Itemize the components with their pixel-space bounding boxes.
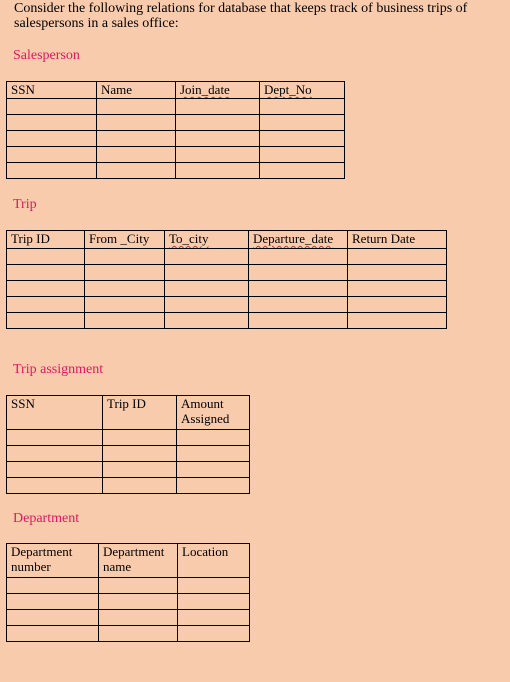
trip-assignment-header-row — [7, 396, 250, 430]
department-col-number: Department number — [7, 544, 99, 578]
trip-title: Trip — [13, 197, 37, 212]
salesperson-col-name: Name — [97, 82, 176, 99]
salesperson-header-row — [7, 82, 345, 99]
table-row — [7, 99, 345, 115]
department-title: Department — [13, 511, 80, 526]
table-row — [7, 265, 447, 281]
trip-col-to-city — [165, 231, 249, 249]
trip-col-departure-date — [249, 231, 348, 249]
table-row — [7, 163, 345, 179]
table-row — [7, 313, 447, 329]
join-date-label: Join_date — [180, 82, 230, 97]
trip-assignment-col-trip-id: Trip ID — [103, 396, 177, 430]
table-row — [7, 462, 250, 478]
intro-text: Consider the following relations for database that keeps track of business trips of salespersons in a sales office: — [14, 1, 468, 31]
table-row — [7, 297, 447, 313]
trip-assignment-col-ssn: SSN — [7, 396, 103, 430]
trip-col-return-date: Return Date — [348, 231, 447, 249]
table-row — [7, 610, 250, 626]
salesperson-table — [6, 81, 345, 179]
salesperson-col-join-date — [176, 82, 260, 99]
trip-assignment-table — [6, 395, 250, 494]
trip-table — [6, 230, 447, 329]
salesperson-col-dept-no — [260, 82, 345, 99]
table-row — [7, 430, 250, 446]
trip-assignment-col-amount: Amount Assigned — [177, 396, 250, 430]
trip-header-row — [7, 231, 447, 249]
department-col-location: Location — [178, 544, 250, 578]
table-row — [7, 115, 345, 131]
table-row — [7, 626, 250, 642]
to-city-label: To_city — [169, 231, 209, 246]
table-row — [7, 147, 345, 163]
trip-assignment-title: Trip assignment — [13, 362, 104, 377]
table-row — [7, 578, 250, 594]
table-row — [7, 478, 250, 494]
salesperson-title: Salesperson — [13, 48, 80, 63]
trip-col-trip-id: Trip ID — [7, 231, 85, 249]
table-row — [7, 446, 250, 462]
departure-date-label: Departure_date — [253, 231, 334, 246]
department-header-row — [7, 544, 250, 578]
trip-col-from-city: From _City — [85, 231, 165, 249]
department-table — [6, 543, 250, 642]
table-row — [7, 281, 447, 297]
salesperson-col-ssn: SSN — [7, 82, 97, 99]
dept-no-label: Dept_No — [264, 82, 312, 97]
table-row — [7, 131, 345, 147]
table-row — [7, 249, 447, 265]
table-row — [7, 594, 250, 610]
department-col-name: Department name — [99, 544, 178, 578]
